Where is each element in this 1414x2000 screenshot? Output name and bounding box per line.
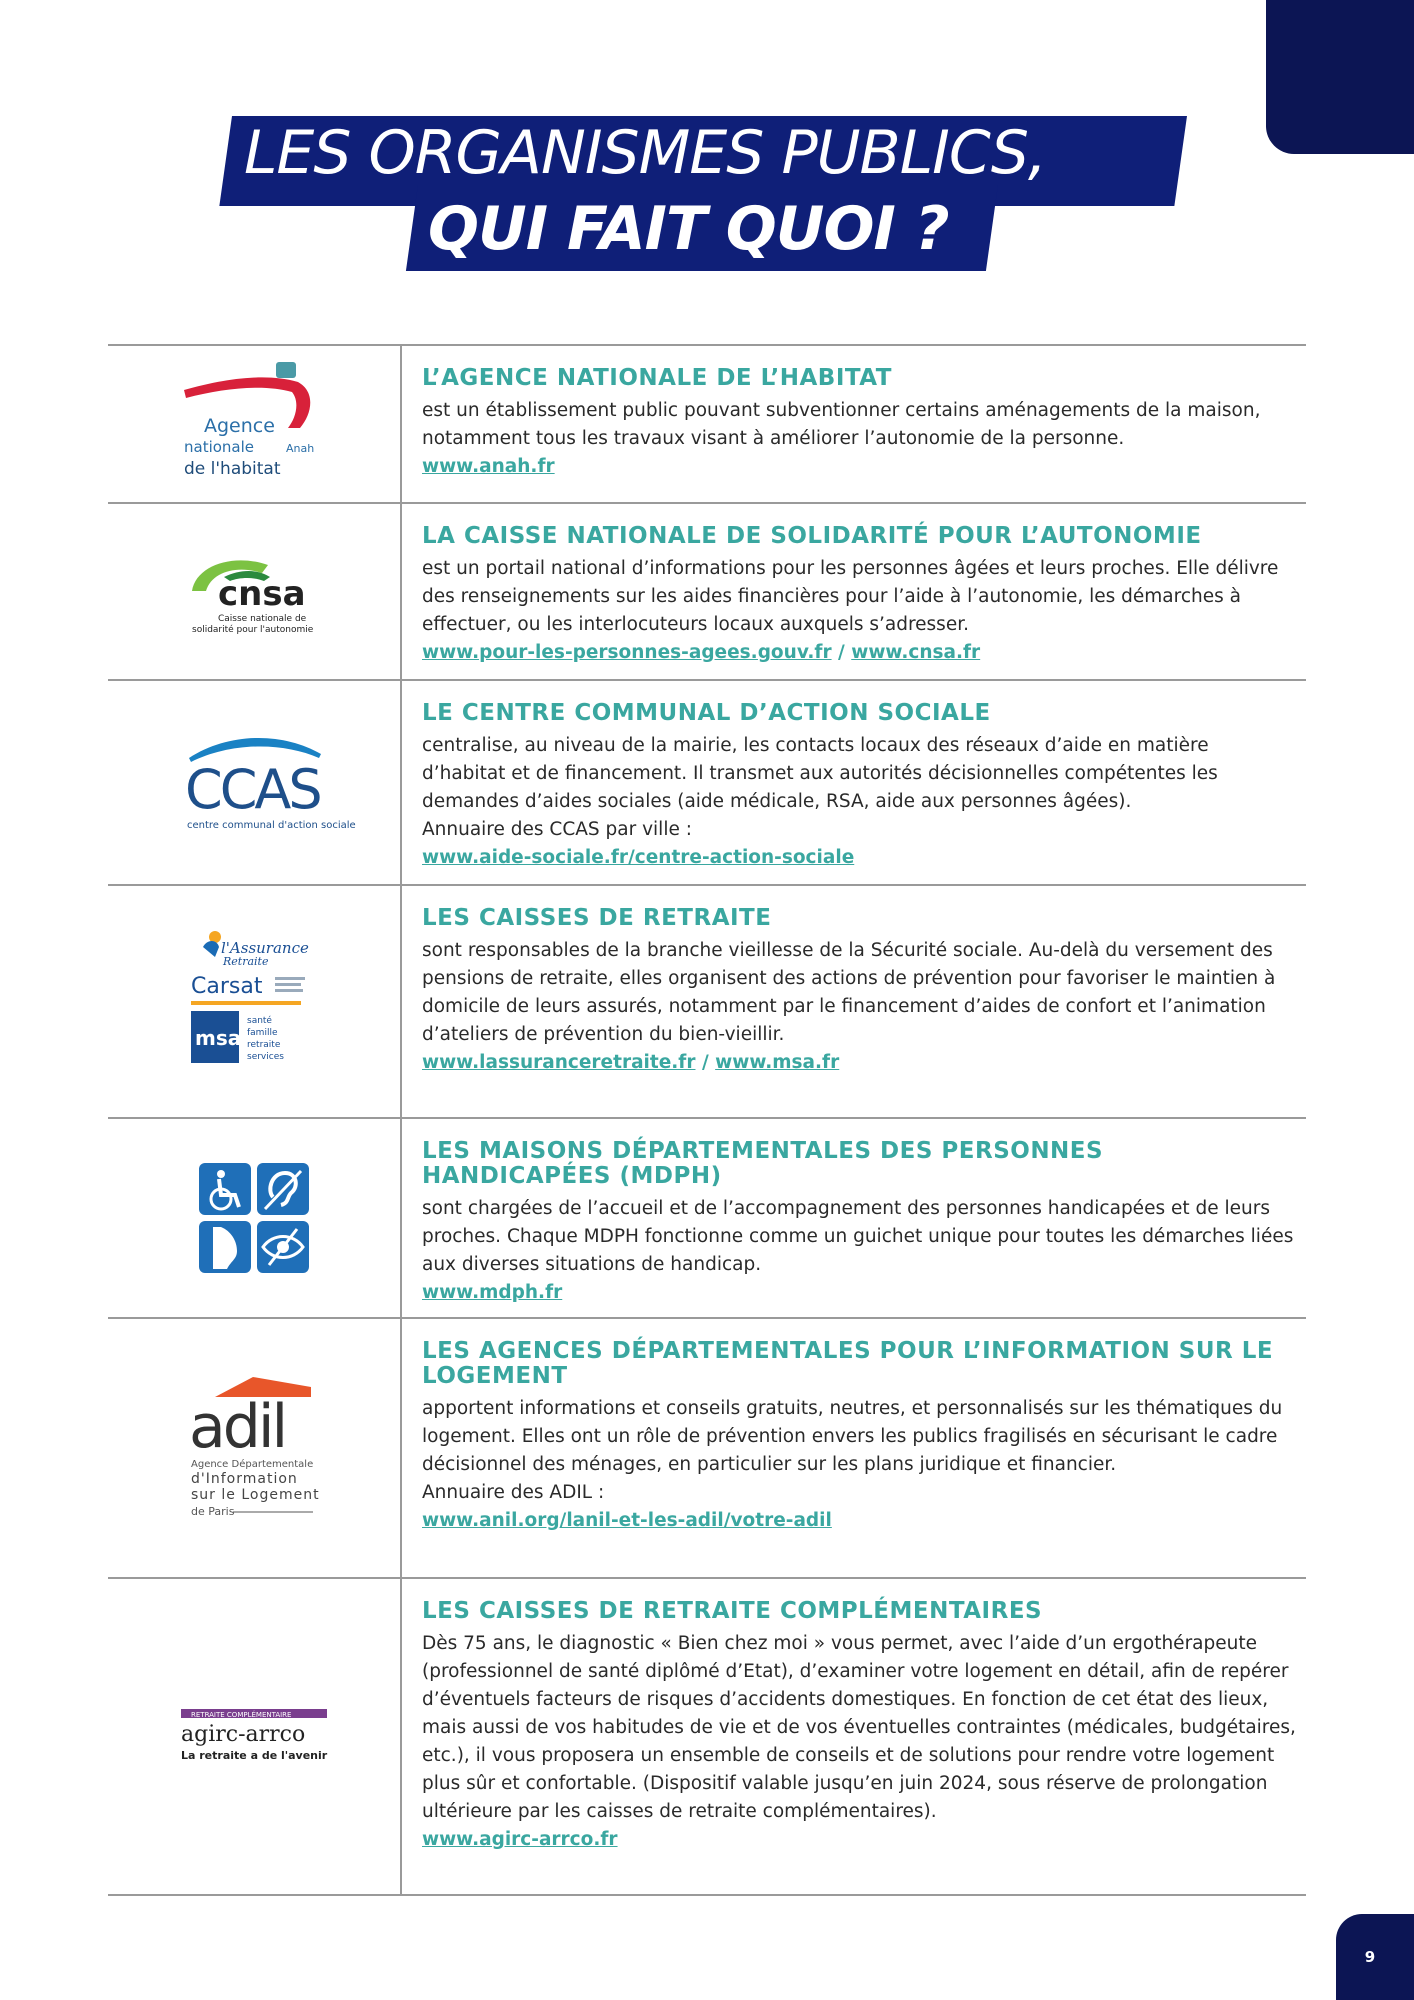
wheelchair-icon	[199, 1163, 251, 1215]
msa-line-4: services	[247, 1051, 284, 1062]
organismes-table	[108, 344, 1306, 1896]
agirc-arrco-logo	[108, 1579, 402, 1894]
retraite-logo	[108, 886, 402, 1117]
mdph-link[interactable]: www.mdph.fr	[422, 1282, 563, 1303]
lassuranceretraite-link[interactable]: www.lassuranceretraite.fr	[422, 1052, 696, 1073]
organisme-text	[402, 1119, 1306, 1317]
ccas-logo-line1: centre communal d'action sociale	[187, 819, 356, 831]
anah-logo-line1: Agence	[204, 415, 275, 437]
organisme-extra: Annuaire des ADIL :	[422, 1482, 605, 1503]
page-number: 9	[1336, 1914, 1414, 2000]
anah-logo-line3: de l'habitat	[184, 459, 281, 479]
anil-link[interactable]: www.anil.org/lanil-et-les-adil/votre-adil	[422, 1510, 832, 1531]
organisme-heading: LES MAISONS DÉPARTEMENTALES DES PERSONNES HANDICAPÉES (MDPH)	[422, 1138, 1104, 1189]
table-row	[108, 1119, 1306, 1319]
msa-line-2: famille	[247, 1027, 278, 1038]
organisme-text	[402, 886, 1306, 1117]
pour-les-personnes-agees-link[interactable]: www.pour-les-personnes-agees.gouv.fr	[422, 642, 832, 663]
cnsa-link[interactable]: www.cnsa.fr	[851, 642, 981, 663]
table-row	[108, 1319, 1306, 1579]
organisme-text	[402, 1579, 1306, 1894]
mdph-logo	[108, 1119, 402, 1317]
agirc-logo-slogan: La retraite a de l'avenir	[181, 1748, 328, 1762]
anah-logo-tag: Anah	[286, 442, 315, 455]
ccas-logo-name: CCAS	[185, 757, 320, 821]
organisme-heading: LES CAISSES DE RETRAITE	[422, 905, 772, 931]
table-row	[108, 681, 1306, 886]
adil-logo-line1: Agence Départementale	[191, 1459, 314, 1470]
ccas-logo	[108, 681, 402, 884]
anah-logo	[108, 346, 402, 502]
page-title-line2: QUI FAIT QUOI ?	[428, 194, 949, 264]
table-row	[108, 504, 1306, 681]
page-title-line1: LES ORGANISMES PUBLICS,	[244, 118, 1046, 188]
organisme-description: est un établissement public pouvant subventionner certains aménagements de la maison, notamment tous les travaux visant à améliorer l’autonomie de la personne.	[422, 400, 1261, 449]
retraite-logo-text: Retraite	[223, 954, 269, 968]
organisme-heading: L’AGENCE NATIONALE DE L’HABITAT	[422, 365, 892, 391]
adil-logo-line3: sur le Logement	[191, 1487, 320, 1503]
organisme-text	[402, 681, 1306, 884]
organisme-text	[402, 346, 1306, 502]
organisme-text	[402, 504, 1306, 679]
table-row	[108, 346, 1306, 504]
organisme-heading: LE CENTRE COMMUNAL D’ACTION SOCIALE	[422, 700, 991, 726]
msa-logo-text: msa	[195, 1025, 242, 1050]
organisme-description: sont chargées de l’accueil et de l’accompagnement des personnes handicapées et de leurs proches. Chaque MDPH fonctionne comme un guichet unique pour toutes les démarches liées aux diverses situations de handicap.	[422, 1198, 1294, 1275]
anah-link[interactable]: www.anah.fr	[422, 456, 555, 477]
cnsa-logo	[108, 504, 402, 679]
adil-logo-line2: d'Information	[191, 1471, 298, 1487]
organisme-description: apportent informations et conseils gratuits, neutres, et personnalisés sur les thématiques du logement. Elles ont un rôle de prévention envers les publics fragilisés en sécurisant le cadre décisionnel des ménages, en particulier sur les plans juridique et financier.	[422, 1398, 1283, 1475]
link-line	[422, 639, 1296, 667]
ccas-link[interactable]: www.aide-sociale.fr/centre-action-sociale	[422, 847, 855, 868]
organisme-heading: LES AGENCES DÉPARTEMENTALES POUR L’INFORMATION SUR LE LOGEMENT	[422, 1338, 1274, 1389]
organisme-description: sont responsables de la branche vieillesse de la Sécurité sociale. Au-delà du versement des pensions de retraite, elles organisent des actions de prévention pour favoriser le maintien à domicile de leurs assurés, notamment par le financement d’aides de confort et l’animation d’ateliers de prévention du bien-vieillir.	[422, 940, 1276, 1045]
cnsa-logo-line2: solidarité pour l'autonomie	[192, 624, 314, 635]
organisme-heading: LA CAISSE NATIONALE DE SOLIDARITÉ POUR L’AUTONOMIE	[422, 523, 1202, 549]
organisme-extra: Annuaire des CCAS par ville :	[422, 819, 692, 840]
cnsa-logo-name: cnsa	[218, 573, 306, 614]
agirc-logo-name: agirc-arrco	[181, 1721, 306, 1747]
link-separator: /	[838, 642, 852, 663]
organisme-text	[402, 1319, 1306, 1577]
msa-link[interactable]: www.msa.fr	[715, 1052, 840, 1073]
agirc-logo-tag: RETRAITE COMPLÉMENTAIRE	[191, 1710, 292, 1719]
hearing-icon	[257, 1163, 309, 1215]
adil-logo-line4: de Paris	[191, 1505, 235, 1518]
table-row	[108, 1579, 1306, 1896]
table-row	[108, 886, 1306, 1119]
vision-icon	[257, 1221, 309, 1273]
corner-tab	[1266, 0, 1414, 154]
carsat-logo-text: Carsat	[191, 973, 263, 999]
link-line	[422, 1049, 1296, 1077]
organisme-description: centralise, au niveau de la mairie, les contacts locaux des réseaux d’aide en matière d’habitat et de financement. Il transmet aux autorités décisionnelles compétentes les demandes d’aides sociales (aide médicale, RSA, aide aux personnes âgées).	[422, 735, 1218, 812]
msa-line-3: retraite	[247, 1039, 281, 1050]
assurance-logo-text: l'Assurance	[221, 938, 309, 957]
organisme-description: est un portail national d’informations pour les personnes âgées et leurs proches. Elle délivre des renseignements sur les aides financières pour l’aide à l’autonomie, les démarches à effectuer, ou les interlocuteurs locaux auxquels s’adresser.	[422, 558, 1279, 635]
adil-logo-name: adil	[189, 1392, 286, 1462]
cnsa-logo-line1: Caisse nationale de	[218, 613, 307, 624]
organisme-description: Dès 75 ans, le diagnostic « Bien chez moi » vous permet, avec l’aide d’un ergothérapeute (professionnel de santé diplômé d’Etat), d’examiner votre logement en détail, afin de repérer d’éventuels facteurs de risques d’accidents domestiques. En fonction de cet état des lieux, mais aussi de vos habitudes de vie et de vos éventuelles contraintes (médicales, budgétaires, etc.), il vous proposera un ensemble de conseils et de solutions pour rendre votre logement plus sûr et confortable. (Dispositif valable jusqu’en juin 2024, sous réserve de prolongation ultérieure par les caisses de retraite complémentaires).	[422, 1633, 1296, 1822]
mental-icon	[199, 1221, 251, 1273]
organisme-heading: LES CAISSES DE RETRAITE COMPLÉMENTAIRES	[422, 1598, 1043, 1624]
link-separator: /	[701, 1052, 716, 1073]
agirc-arrco-link[interactable]: www.agirc-arrco.fr	[422, 1829, 618, 1850]
adil-logo	[108, 1319, 402, 1577]
msa-line-1: santé	[247, 1015, 272, 1026]
anah-logo-line2: nationale	[184, 438, 255, 456]
